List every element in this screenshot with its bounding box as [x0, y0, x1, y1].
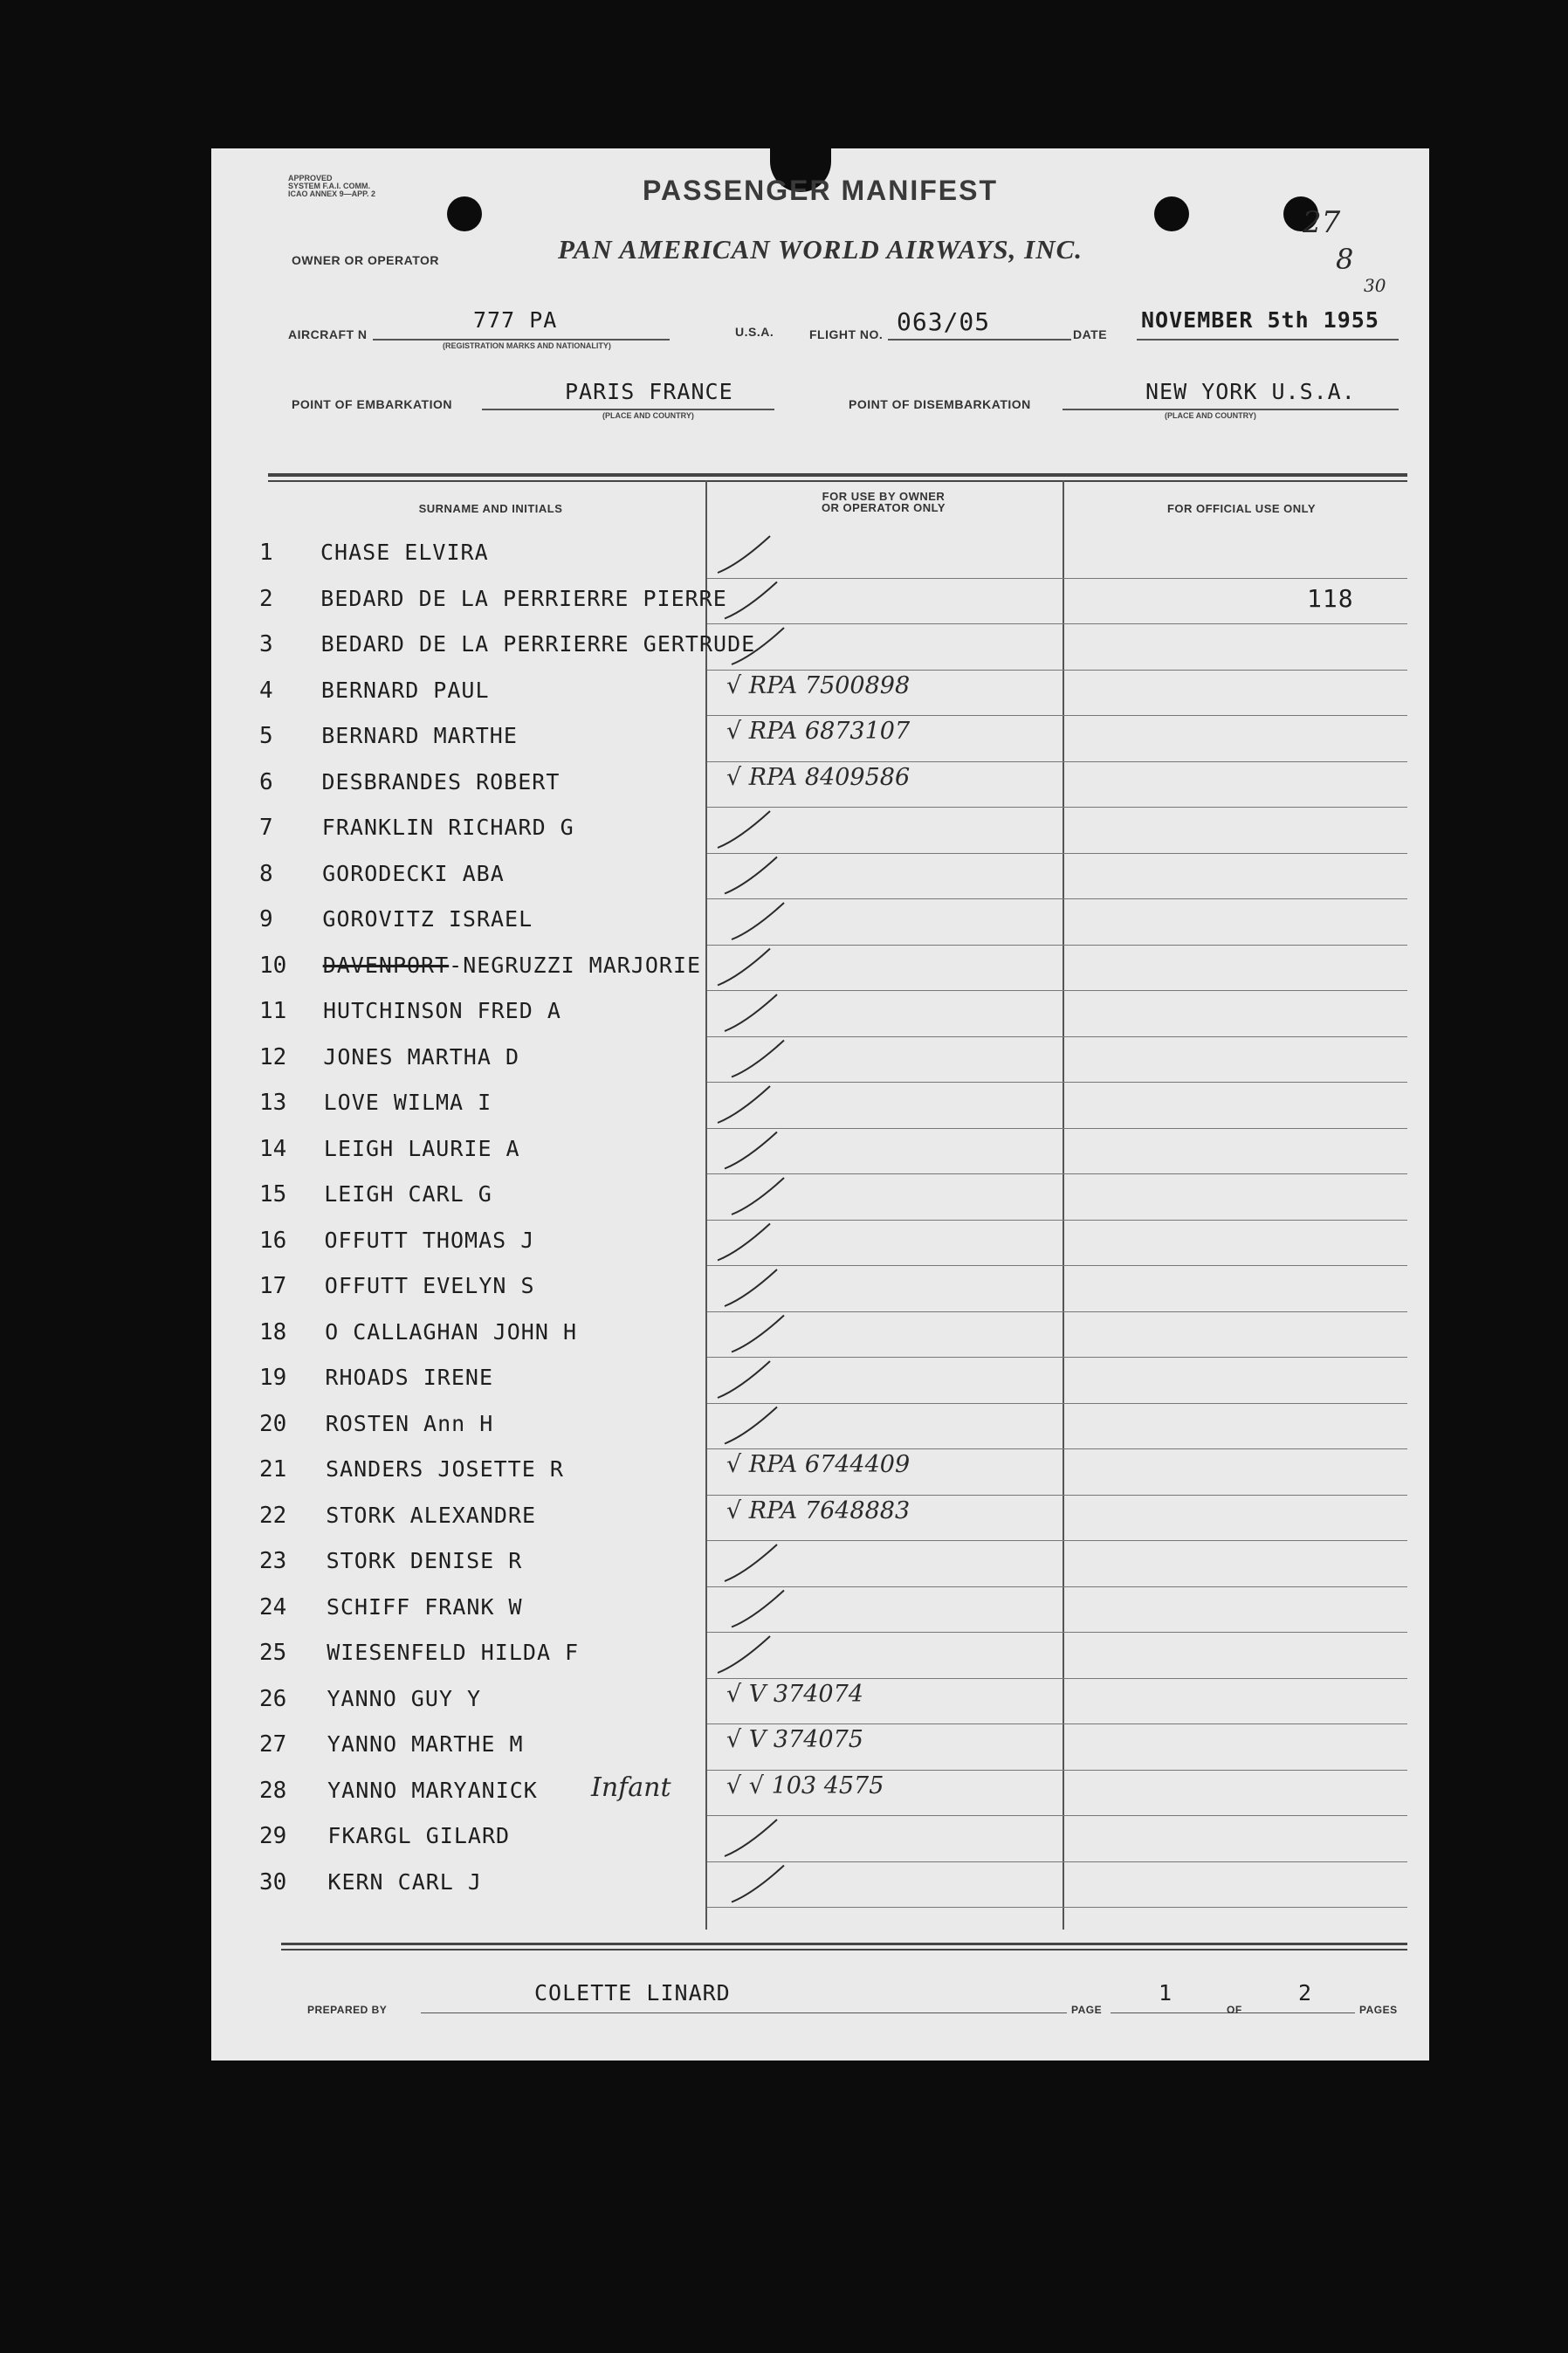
- row-number: 11: [259, 998, 287, 1024]
- passenger-name-text: DESBRANDES ROBERT: [321, 768, 560, 795]
- row-number: 17: [259, 1273, 287, 1299]
- passenger-remark: Infant: [591, 1772, 671, 1803]
- passenger-name-text: GOROVITZ ISRAEL: [322, 906, 533, 932]
- owner-label: OWNER OR OPERATOR: [292, 253, 439, 267]
- passenger-name-text: BEDARD DE LA PERRIERRE GERTRUDE: [320, 631, 756, 657]
- row-number: 13: [259, 1090, 287, 1116]
- passenger-name-text: LEIGH LAURIE A: [323, 1135, 520, 1161]
- struck-surname: DAVENPORT: [322, 952, 450, 978]
- aircraft-value: 777 PA: [473, 307, 558, 333]
- row-number: 23: [259, 1548, 287, 1574]
- disembark-caption: (PLACE AND COUNTRY): [1165, 411, 1256, 420]
- country-label: U.S.A.: [735, 325, 774, 339]
- checkmark-stroke: [718, 1361, 770, 1398]
- row-number: 19: [259, 1365, 287, 1391]
- checkmark-stroke: [732, 1316, 784, 1352]
- page-label: PAGE: [1071, 2004, 1103, 2016]
- row-number: 27: [259, 1731, 287, 1758]
- passenger-name-text: BERNARD MARTHE: [321, 723, 518, 748]
- prepared-label: PREPARED BY: [307, 2004, 388, 2016]
- passenger-name-text: -NEGRUZZI MARJORIE: [449, 952, 702, 978]
- passenger-name-text: ROSTEN Ann H: [325, 1410, 494, 1436]
- operator-note: √ RPA 8409586: [726, 763, 911, 791]
- page-title: PASSENGER MANIFEST: [643, 175, 998, 206]
- approval-line-2: SYSTEM F.A.I. COMM.: [288, 182, 371, 190]
- checkmark-stroke: [732, 1591, 784, 1627]
- disembark-label: POINT OF DISEMBARKATION: [849, 397, 1031, 411]
- passenger-name-text: STORK ALEXANDRE: [326, 1502, 537, 1528]
- row-number: 6: [259, 768, 273, 795]
- page-mark-bottom: 30: [1364, 275, 1386, 296]
- of-label: OF: [1227, 2004, 1242, 2016]
- embark-label: POINT OF EMBARKATION: [292, 397, 452, 411]
- row-number: 4: [259, 677, 273, 704]
- row-number: 24: [259, 1593, 287, 1620]
- operator-note: √ V 374075: [726, 1726, 863, 1753]
- row-number: 30: [259, 1868, 287, 1895]
- passenger-name-text: O CALLAGHAN JOHN H: [325, 1318, 578, 1345]
- row-number: 5: [259, 723, 273, 749]
- embark-caption: (PLACE AND COUNTRY): [602, 411, 694, 420]
- operator-note: √ V 374074: [726, 1680, 863, 1708]
- operator-note: √ RPA 6744409: [726, 1451, 911, 1478]
- date-value: NOVEMBER 5th 1955: [1141, 307, 1379, 333]
- flight-label: FLIGHT NO.: [809, 327, 884, 341]
- handwritten-ticks: [211, 148, 1429, 2061]
- passenger-name-text: BERNARD PAUL: [320, 677, 490, 703]
- checkmark-stroke: [718, 1636, 770, 1673]
- column-header-official: FOR OFFICIAL USE ONLY: [1166, 502, 1317, 515]
- passenger-name-text: LEIGH CARL G: [324, 1181, 492, 1207]
- disembark-value: NEW YORK U.S.A.: [1145, 379, 1356, 404]
- row-number: 9: [259, 906, 273, 932]
- passenger-name-text: SCHIFF FRANK W: [326, 1593, 523, 1620]
- row-number: 25: [259, 1640, 287, 1666]
- page-mark-top: 27: [1303, 205, 1341, 240]
- checkmark-stroke: [725, 1545, 777, 1581]
- date-label: DATE: [1073, 327, 1108, 341]
- passenger-name-text: BEDARD DE LA PERRIERRE PIERRE: [320, 585, 727, 611]
- checkmark-stroke: [725, 857, 777, 894]
- checkmark-stroke: [718, 1224, 770, 1261]
- operator-note: √ RPA 7500898: [726, 671, 911, 699]
- passenger-name-text: SANDERS JOSETTE R: [326, 1456, 564, 1482]
- checkmark-stroke: [732, 1866, 784, 1902]
- aircraft-label: AIRCRAFT N: [288, 327, 368, 341]
- row-number: 21: [259, 1456, 287, 1483]
- column-header-surname: SURNAME AND INITIALS: [418, 502, 563, 515]
- row-number: 26: [259, 1685, 287, 1712]
- row-number: 20: [259, 1410, 287, 1437]
- checkmark-stroke: [732, 903, 784, 939]
- checkmark-stroke: [718, 811, 770, 848]
- passenger-name-text: HUTCHINSON FRED A: [323, 998, 561, 1023]
- company-name: PAN AMERICAN WORLD AIRWAYS, INC.: [557, 234, 1083, 265]
- passenger-name-text: GORODECKI ABA: [322, 860, 505, 886]
- row-number: 22: [259, 1502, 287, 1529]
- checkmark-stroke: [732, 1041, 784, 1077]
- checkmark-stroke: [732, 1178, 784, 1214]
- manifest-sheet: [211, 148, 1429, 2061]
- row-number: 8: [259, 860, 273, 887]
- passenger-name-text: RHOADS IRENE: [325, 1365, 494, 1390]
- row-number: 7: [259, 815, 273, 841]
- checkmark-stroke: [718, 1086, 770, 1123]
- page-value: 1: [1159, 1980, 1173, 2006]
- checkmark-stroke: [718, 949, 770, 986]
- row-number: 3: [259, 631, 273, 657]
- column-header-owner-line-1: FOR USE BY OWNER: [822, 490, 946, 503]
- flight-value: 063/05: [897, 307, 991, 336]
- row-number: 1: [259, 540, 273, 566]
- passenger-name-text: YANNO MARTHE M: [327, 1731, 524, 1757]
- checkmark-stroke: [718, 536, 770, 573]
- row-number: 16: [259, 1227, 287, 1254]
- checkmark-stroke: [725, 1132, 777, 1169]
- row-number: 28: [259, 1777, 287, 1804]
- embark-value: PARIS FRANCE: [565, 379, 733, 404]
- pages-label: PAGES: [1359, 2004, 1398, 2016]
- passenger-name-text: LOVE WILMA I: [323, 1090, 492, 1115]
- registration-caption: (REGISTRATION MARKS AND NATIONALITY): [443, 341, 611, 350]
- checkmark-stroke: [725, 994, 777, 1031]
- checkmark-stroke: [725, 1269, 777, 1306]
- operator-note: √ √ 103 4575: [726, 1772, 884, 1799]
- checkmark-stroke: [732, 628, 784, 664]
- row-number: 10: [259, 952, 287, 979]
- row-number: 12: [259, 1043, 287, 1070]
- checkmark-stroke: [725, 582, 777, 619]
- passenger-name-text: JONES MARTHA D: [323, 1043, 520, 1070]
- passenger-name-text: OFFUTT THOMAS J: [324, 1227, 535, 1253]
- row-number: 29: [259, 1823, 287, 1849]
- row-number: 15: [259, 1181, 287, 1207]
- passenger-name-text: OFFUTT EVELYN S: [324, 1273, 535, 1298]
- passenger-name-text: YANNO GUY Y: [327, 1685, 482, 1711]
- passenger-name-text: CHASE ELVIRA: [320, 540, 489, 565]
- operator-note: √ RPA 6873107: [726, 718, 911, 745]
- checkmark-stroke: [725, 1407, 777, 1444]
- passenger-name-text: KERN CARL J: [327, 1868, 482, 1895]
- operator-note: √ RPA 7648883: [726, 1496, 911, 1524]
- approval-line-1: APPROVED: [288, 174, 333, 182]
- column-header-owner-line-2: OR OPERATOR ONLY: [821, 501, 946, 514]
- prepared-value: COLETTE LINARD: [534, 1980, 731, 2006]
- checkmark-stroke: [725, 1820, 777, 1856]
- passenger-name-text: FKARGL GILARD: [327, 1823, 511, 1848]
- passenger-name-text: WIESENFELD HILDA F: [327, 1640, 580, 1665]
- passenger-name-text: YANNO MARYANICK: [327, 1777, 538, 1803]
- approval-line-3: ICAO ANNEX 9—APP. 2: [288, 189, 376, 198]
- page-mark-middle: 8: [1336, 243, 1354, 276]
- pages-value: 2: [1298, 1980, 1313, 2006]
- row-number: 18: [259, 1318, 287, 1345]
- row-number: 14: [259, 1135, 287, 1162]
- row-number: 2: [259, 585, 273, 612]
- official-value: 118: [1307, 583, 1354, 613]
- passenger-name-text: STORK DENISE R: [326, 1548, 523, 1573]
- passenger-name-text: FRANKLIN RICHARD G: [321, 815, 574, 840]
